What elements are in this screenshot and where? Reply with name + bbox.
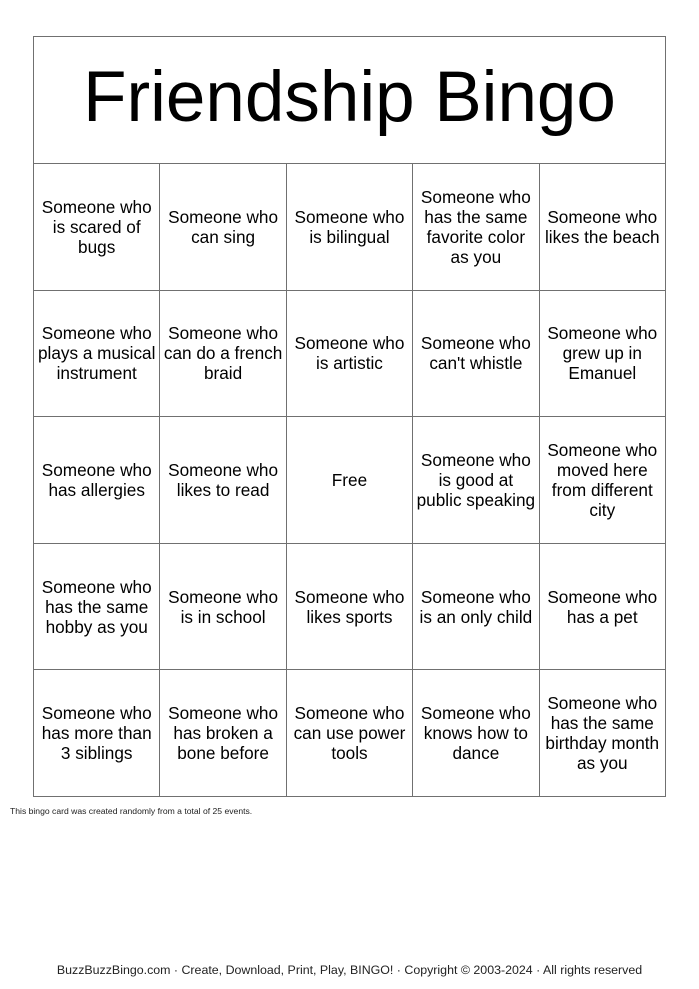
card-title-cell bbox=[34, 37, 666, 164]
title-row bbox=[34, 37, 666, 164]
bingo-square[interactable]: Someone who likes to read bbox=[160, 417, 286, 544]
bingo-square[interactable]: Someone who has allergies bbox=[34, 417, 160, 544]
bingo-row-1 bbox=[34, 164, 666, 291]
bingo-square[interactable]: Someone who can't whistle bbox=[413, 290, 539, 417]
bingo-card bbox=[33, 36, 666, 797]
generation-note: This bingo card was created randomly from a total of 25 events. bbox=[10, 806, 253, 816]
bingo-row-5 bbox=[34, 670, 666, 797]
bingo-square[interactable]: Someone who likes the beach bbox=[539, 164, 665, 291]
bingo-square[interactable]: Someone who has a pet bbox=[539, 543, 665, 670]
bingo-square[interactable]: Someone who plays a musical instrument bbox=[34, 290, 160, 417]
bingo-square[interactable]: Someone who is an only child bbox=[413, 543, 539, 670]
bingo-square[interactable]: Someone who is scared of bugs bbox=[34, 164, 160, 291]
bingo-square[interactable]: Someone who is in school bbox=[160, 543, 286, 670]
bingo-square[interactable]: Someone who has more than 3 siblings bbox=[34, 670, 160, 797]
bingo-square[interactable]: Someone who has the same hobby as you bbox=[34, 543, 160, 670]
copyright-footer: BuzzBuzzBingo.com · Create, Download, Print, Play, BINGO! · Copyright © 2003-2024 · All rights reserved bbox=[56, 963, 643, 977]
bingo-square[interactable]: Someone who moved here from different city bbox=[539, 417, 665, 544]
bingo-square[interactable]: Someone who can use power tools bbox=[286, 670, 412, 797]
bingo-square[interactable]: Someone who can do a french braid bbox=[160, 290, 286, 417]
bingo-row-2 bbox=[34, 290, 666, 417]
bingo-row-4 bbox=[34, 543, 666, 670]
bingo-square[interactable]: Someone who likes sports bbox=[286, 543, 412, 670]
bingo-square[interactable]: Someone who is bilingual bbox=[286, 164, 412, 291]
bingo-square[interactable]: Someone who has broken a bone before bbox=[160, 670, 286, 797]
free-square[interactable]: Free bbox=[286, 417, 412, 544]
bingo-square[interactable]: Someone who has the same birthday month as you bbox=[539, 670, 665, 797]
bingo-square[interactable]: Someone who grew up in Emanuel bbox=[539, 290, 665, 417]
bingo-square[interactable]: Someone who can sing bbox=[160, 164, 286, 291]
bingo-square[interactable]: Someone who has the same favorite color as you bbox=[413, 164, 539, 291]
bingo-square[interactable]: Someone who is artistic bbox=[286, 290, 412, 417]
bingo-row-3 bbox=[34, 417, 666, 544]
bingo-square[interactable]: Someone who knows how to dance bbox=[413, 670, 539, 797]
bingo-square[interactable]: Someone who is good at public speaking bbox=[413, 417, 539, 544]
card-title: Friendship Bingo bbox=[83, 57, 616, 137]
